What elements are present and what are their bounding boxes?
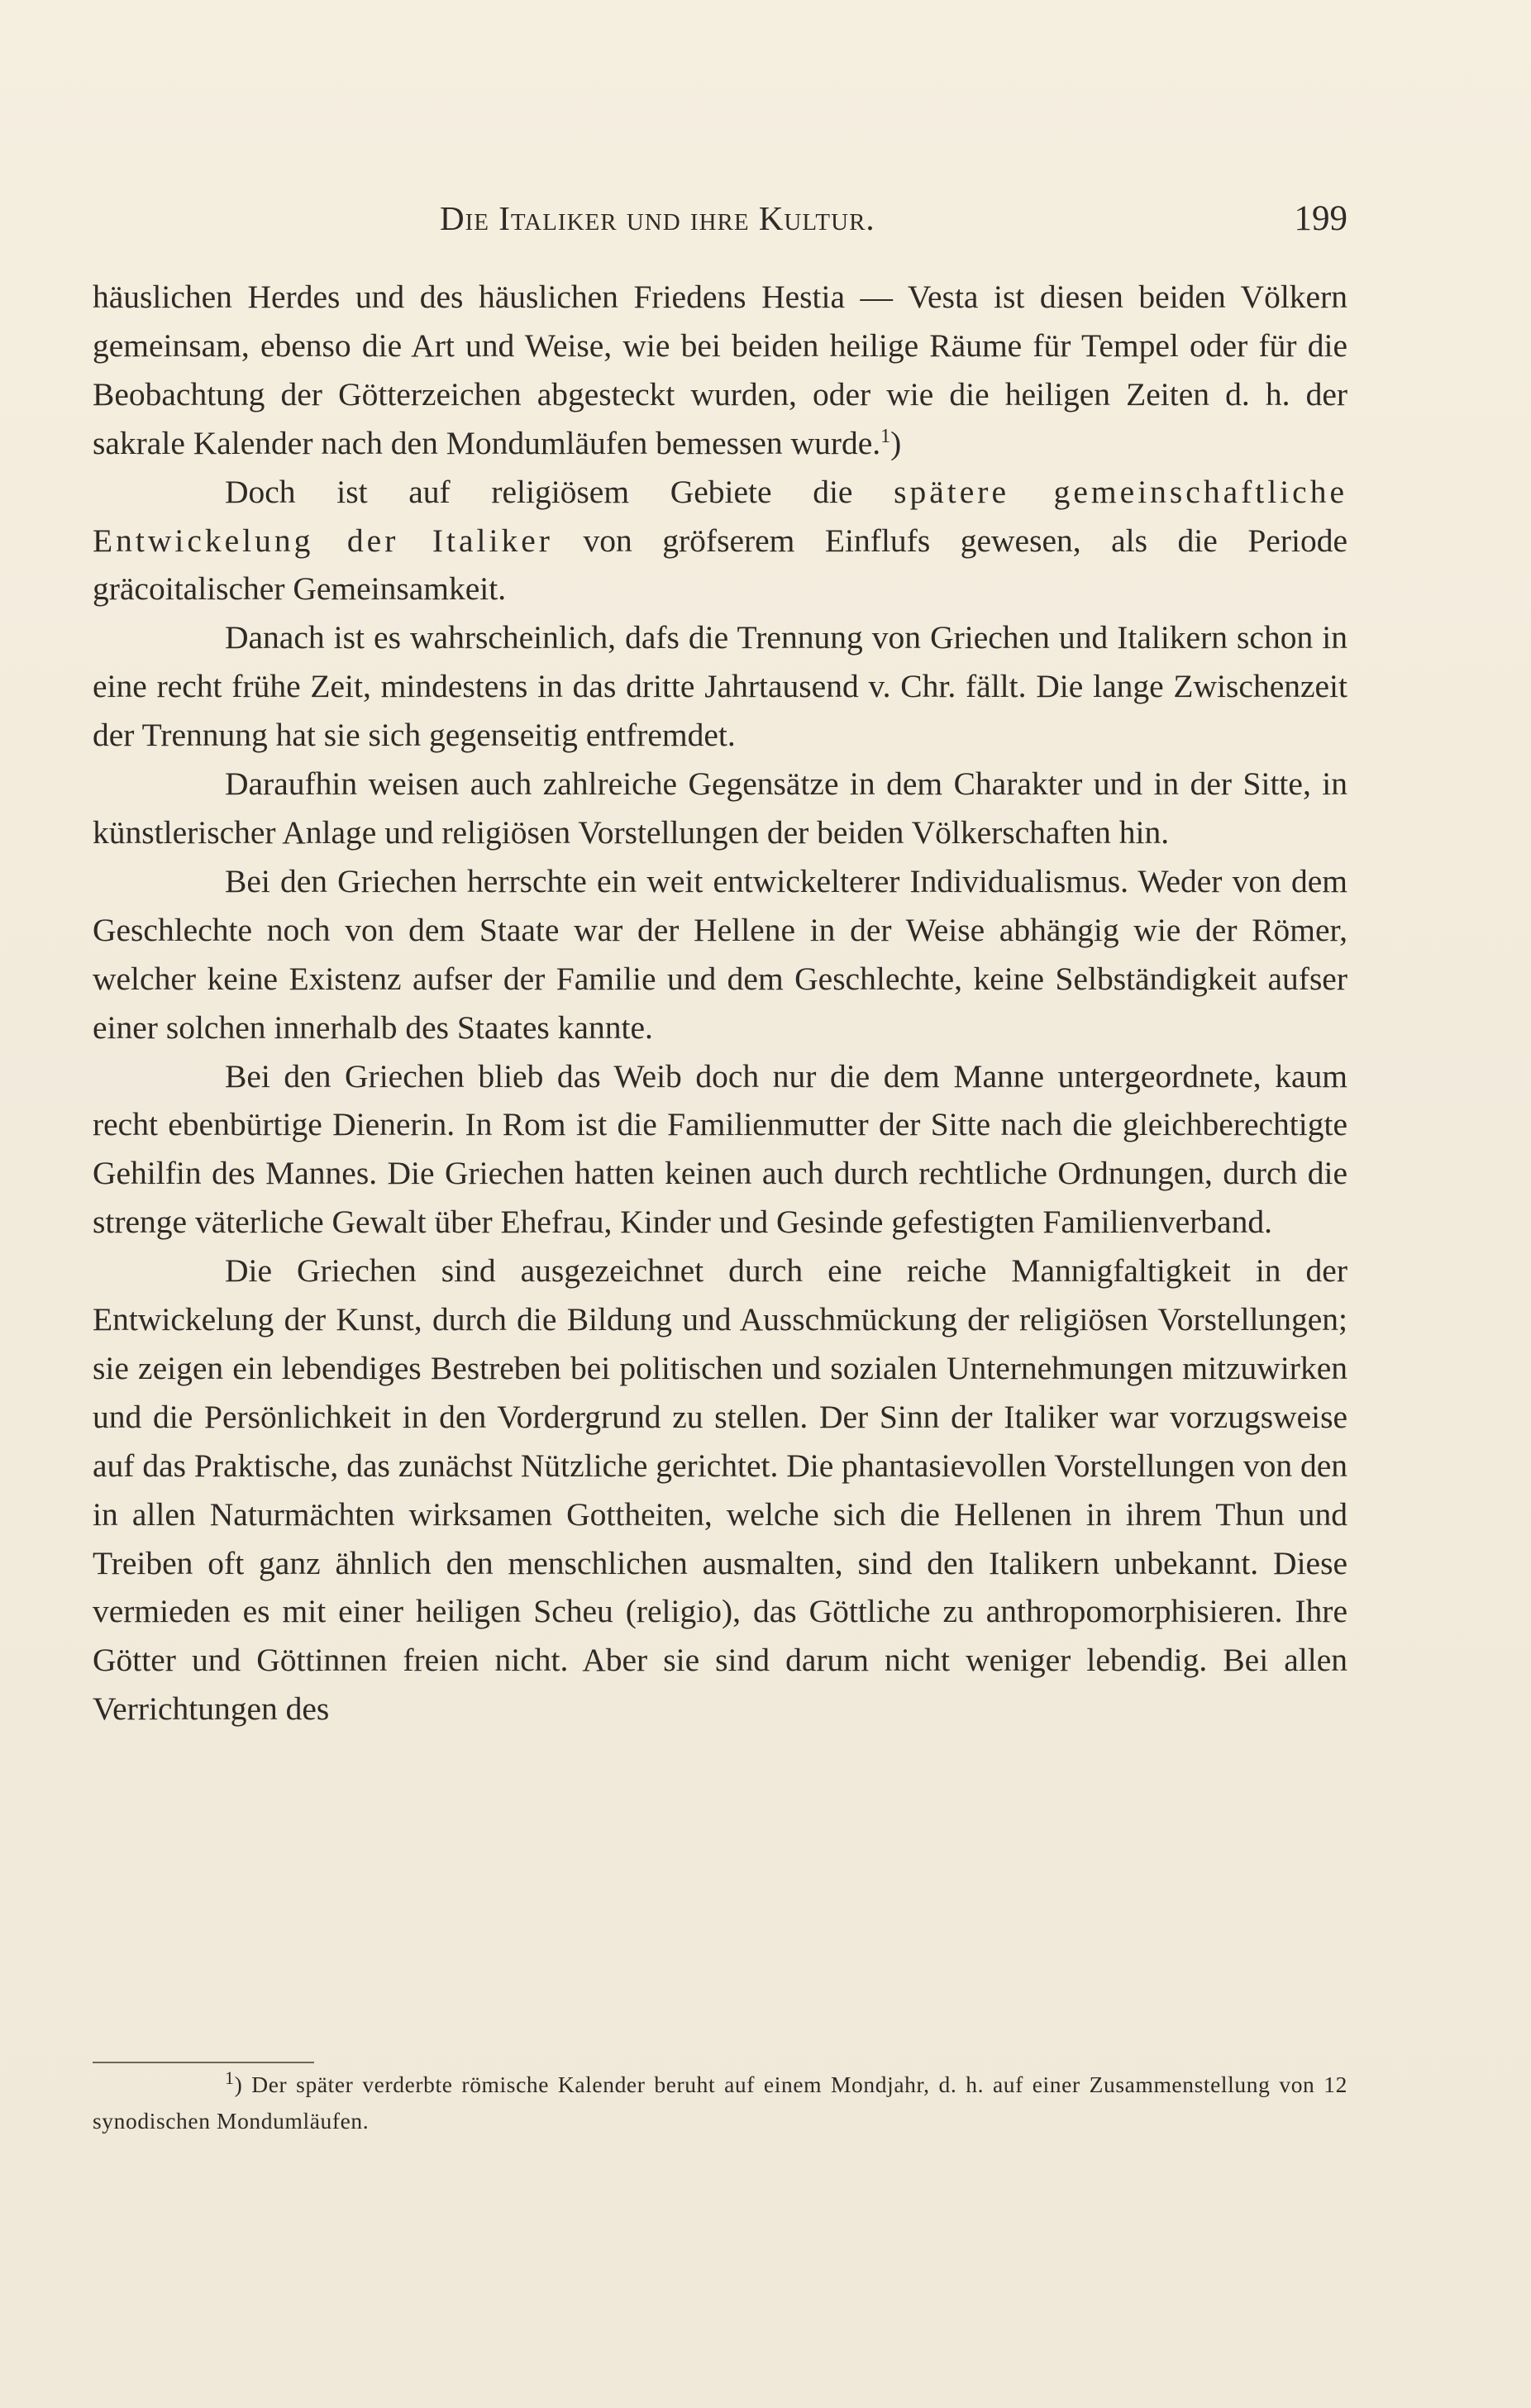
paragraph-5: Bei den Griechen herrschte ein weit entwickelterer Individualismus. Weder von dem Geschlechte noch von dem Staate war der Hellene in der Weise abhängig wie der Römer, welcher keine Existenz aufser der Familie und dem Geschlechte, keine Selbständigkeit aufser einer solchen innerhalb des Staates kannte. — [93, 862, 1347, 1046]
paragraph-3: Danach ist es wahrscheinlich, dafs die Trennung von Griechen und Italikern schon in eine recht frühe Zeit, mindestens in das dritte Jahrtausend v. Chr. fällt. Die lange Zwischenzeit der Trennung hat sie sich gegenseitig entfremdet. — [93, 619, 1347, 754]
running-title: Die Italiker und ihre Kultur. — [440, 199, 875, 237]
paragraph-7: Die Griechen sind ausgezeichnet durch eine reiche Mannigfaltigkeit in der Entwickelung der Kunst, durch die Bildung und Ausschmückung der religiösen Vorstellungen; sie zeigen ein lebendiges Bestreben bei politischen und sozialen Unternehmungen mitzuwirken und die Persönlichkeit in den Vordergrund zu stellen. Der Sinn der Italiker war vorzugsweise auf das Praktische, das zunächst Nützliche gerichtet. Die phantasievollen Vorstellungen von den in allen Naturmächten wirksamen Gottheiten, welche sich die Hellenen in ihrem Thun und Treiben oft ganz ähnlich den menschlichen ausmalten, sind den Italikern unbekannt. Diese vermieden es mit einer heiligen Scheu (religio), das Göttliche zu anthropomorphisieren. Ihre Götter und Göttinnen freien nicht. Aber sie sind darum nicht weniger lebendig. Bei allen Verrichtungen des — [93, 1252, 1347, 1728]
paragraph-4: Daraufhin weisen auch zahlreiche Gegensätze in dem Charakter und in der Sitte, in künstlerischer Anlage und religiösen Vorstellungen der beiden Völkerschaften hin. — [93, 765, 1347, 851]
paragraph-1 — [93, 273, 1347, 468]
page-header — [93, 198, 1347, 248]
footnote-1 — [93, 2067, 1347, 2139]
paragraph-6: Bei den Griechen blieb das Weib doch nur die dem Manne untergeordnete, kaum recht ebenbürtige Dienerin. In Rom ist die Familienmutter der Sitte nach die gleichberechtigte Gehilfin des Mannes. Die Griechen hatten keinen auch durch rechtliche Ordnungen, durch die strenge väterliche Gewalt über Ehefrau, Kinder und Gesinde gefestigten Familienverband. — [93, 1057, 1347, 1241]
footnote-marker: 1 — [225, 2067, 235, 2088]
page-number: 199 — [1294, 199, 1347, 238]
footnote-marker-close: ) — [234, 2072, 243, 2097]
paragraph-2-emphasis: spätere gemeinschaftliche Entwickelung der Italiker — [93, 473, 1347, 559]
footnote-divider — [93, 2062, 314, 2063]
paragraph-1-text: häuslichen Herdes und des häuslichen Friedens Hestia — Vesta ist diesen beiden Völkern gemeinsam, ebenso die Art und Weise, wie bei beiden heilige Räume für Tempel oder für die Beobachtung der Götterzeichen abgesteckt wurden, oder wie die heiligen Zeiten d. h. der sakrale Kalender nach den Mondumläufen bemessen wurde. — [93, 279, 1347, 461]
footnote — [93, 2067, 1347, 2139]
footnote-reference[interactable]: 1 — [880, 425, 891, 447]
paragraph-2 — [93, 468, 1347, 614]
footnote-text: Der später verderbte römische Kalender beruht auf einem Mondjahr, d. h. auf einer Zusammenstellung von 12 synodischen Mondumläufen. — [93, 2072, 1347, 2134]
paragraph-2-part-b: von gröfserem Einflufs gewesen, als die Periode gräcoitalischer Gemeinsamkeit. — [93, 522, 1347, 608]
paragraph-2-part-a: Doch ist auf religiösem Gebiete die — [225, 473, 894, 510]
body-text — [93, 273, 1347, 1733]
footnote-reference-close: ) — [890, 424, 902, 461]
